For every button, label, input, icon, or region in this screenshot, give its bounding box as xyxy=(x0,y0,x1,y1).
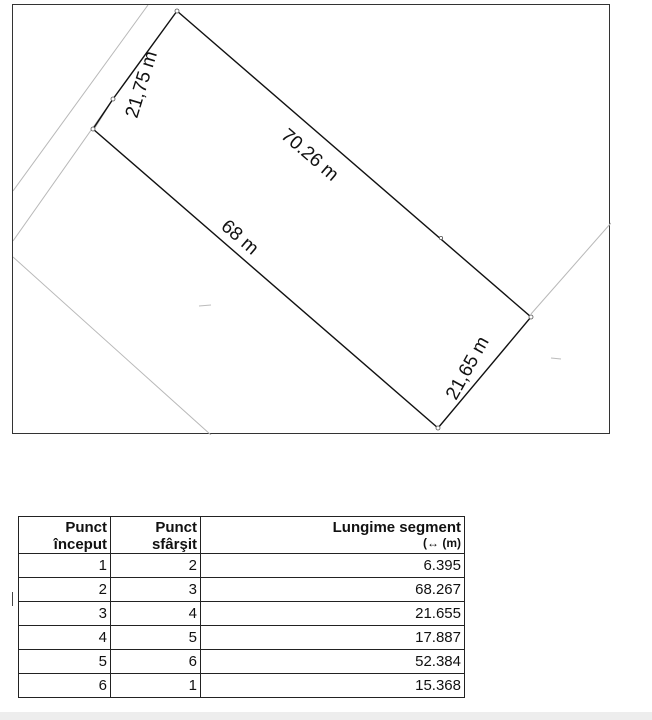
vertex-marker xyxy=(91,127,95,131)
header-segment-length xyxy=(201,517,465,554)
table-row xyxy=(19,650,465,674)
segments-table-container xyxy=(18,516,465,698)
header-end-line2: sfârşit xyxy=(151,536,197,553)
cell-end: 6 xyxy=(111,650,201,674)
bottom-edge-bar xyxy=(0,712,652,720)
cell-end: 4 xyxy=(111,602,201,626)
cell-length: 68.267 xyxy=(201,578,465,602)
cell-length: 21.655 xyxy=(201,602,465,626)
cell-end: 1 xyxy=(111,674,201,698)
parcel-line xyxy=(531,223,611,314)
vertex-marker xyxy=(529,315,533,319)
header-length-line2: (↔ (m) xyxy=(423,536,461,550)
header-start-line1: Punct xyxy=(65,519,107,536)
dimension-label-bottom-right: 21,65 m xyxy=(442,333,494,404)
vertex-marker xyxy=(175,9,179,13)
cell-end: 3 xyxy=(111,578,201,602)
parcel-line xyxy=(13,257,211,435)
table-row xyxy=(19,626,465,650)
cell-length: 6.395 xyxy=(201,554,465,578)
dimension-label-bottom: 68 m xyxy=(216,215,263,260)
cell-start: 1 xyxy=(19,554,111,578)
vertex-marker xyxy=(439,236,442,239)
table-row xyxy=(19,674,465,698)
dimension-label-top: 70.26 m xyxy=(276,124,343,186)
cell-length: 17.887 xyxy=(201,626,465,650)
table-row xyxy=(19,602,465,626)
map-marks xyxy=(199,305,561,359)
site-plan-drawing xyxy=(13,5,611,435)
table-header-row xyxy=(19,517,465,554)
header-start-line2: început xyxy=(53,536,107,553)
site-plan xyxy=(12,4,610,434)
header-end-line1: Punct xyxy=(155,519,197,536)
text-cursor xyxy=(12,592,13,606)
segments-table xyxy=(18,516,465,698)
cell-end: 5 xyxy=(111,626,201,650)
table-row xyxy=(19,554,465,578)
header-end-point xyxy=(111,517,201,554)
neighbor-parcel-lines xyxy=(13,5,611,435)
vertex-marker xyxy=(111,97,115,101)
cell-length: 15.368 xyxy=(201,674,465,698)
cell-start: 3 xyxy=(19,602,111,626)
header-length-line1: Lungime segment xyxy=(332,519,461,536)
cell-start: 6 xyxy=(19,674,111,698)
dimension-label-top-left: 21,75 m xyxy=(121,48,162,121)
map-mark xyxy=(199,305,211,306)
vertex-marker xyxy=(436,426,440,430)
cell-start: 5 xyxy=(19,650,111,674)
map-mark xyxy=(551,358,561,359)
cell-start: 4 xyxy=(19,626,111,650)
cell-start: 2 xyxy=(19,578,111,602)
cell-end: 2 xyxy=(111,554,201,578)
header-start-point xyxy=(19,517,111,554)
table-row xyxy=(19,578,465,602)
cell-length: 52.384 xyxy=(201,650,465,674)
